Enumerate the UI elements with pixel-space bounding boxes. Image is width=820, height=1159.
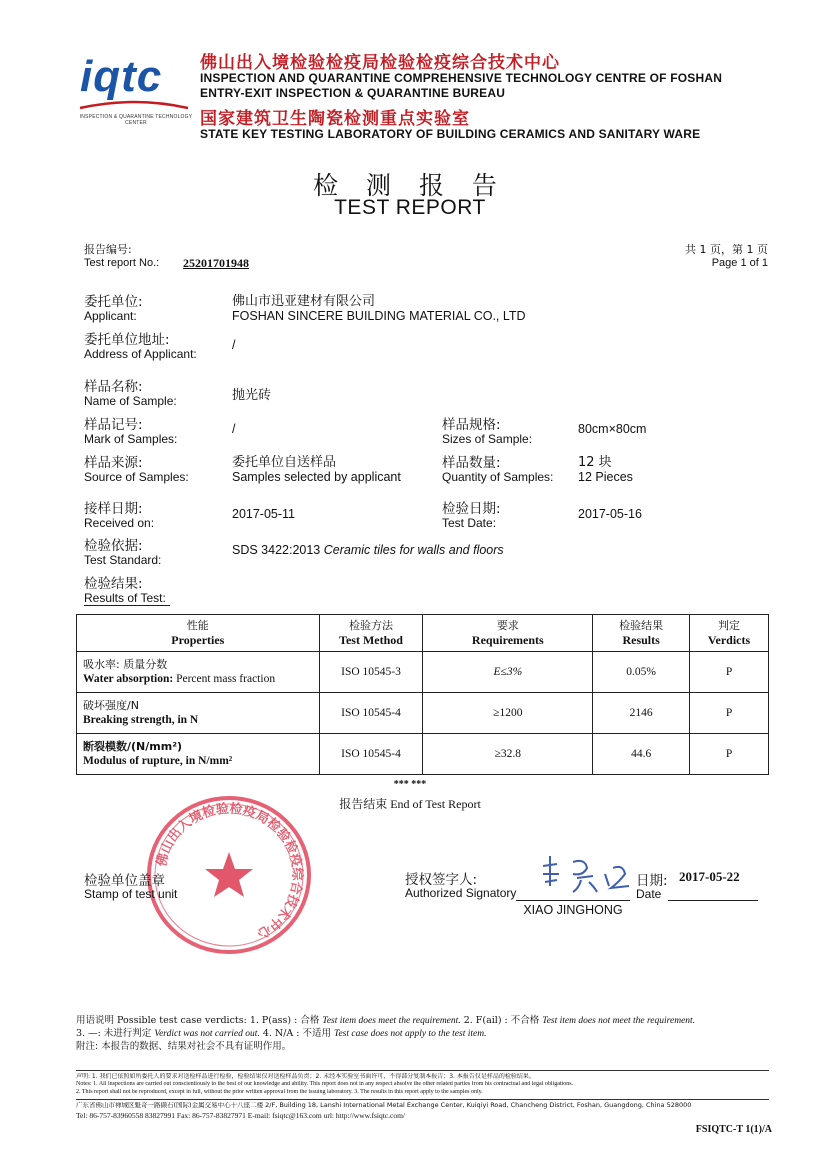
signatory-name: XIAO JINGHONG	[523, 903, 623, 917]
applicant-label-en: Applicant:	[84, 309, 137, 323]
received-label-en: Received on:	[84, 516, 155, 530]
footer-address: 广东省佛山市禅城区魁奇一路撷石(国际)金属交易中心十八座二楼 2/F, Building 18, Lanshi International Metal Exchange Center, Kuiqiyi Road, Chancheng District, Foshan, Guangdong, China 528000	[76, 1102, 692, 1109]
verdict-notes-line2: 3. —: 未进行判定 Verdict was not carried out. 4. N/A : 不适用 Test case does not apply to the test item.	[76, 1028, 487, 1039]
date-value: 2017-05-22	[679, 869, 740, 884]
notes-en-2: 2. This report shall not be reproduced, except in full, without the prior written approval from the issuing laboratory. 3. The results in this report apply to the samples only.	[76, 1089, 483, 1095]
results-label-cn: 检验结果:	[84, 576, 143, 592]
table-row	[77, 652, 769, 693]
col-header-verdicts: 判定 Verdicts	[690, 615, 769, 652]
row-verdict: P	[690, 652, 769, 693]
received-label-cn: 接样日期:	[84, 501, 143, 517]
lab-name-en: STATE KEY TESTING LABORATORY OF BUILDING CERAMICS AND SANITARY WARE	[200, 127, 701, 141]
quantity-label-en: Quantity of Samples:	[442, 470, 554, 484]
form-code: FSIQTC-T 1(1)/A	[695, 1124, 772, 1135]
signatory-line	[516, 900, 630, 901]
table-header-row	[77, 615, 769, 652]
applicant-label-cn: 委托单位:	[84, 294, 143, 310]
size-label-cn: 样品规格:	[442, 417, 501, 433]
row-method: ISO 10545-4	[319, 693, 423, 734]
results-table	[76, 614, 769, 775]
source-value-cn: 委托单位自送样品	[232, 455, 337, 470]
logo: iqtc	[80, 52, 163, 101]
address-label-en: Address of Applicant:	[84, 347, 197, 361]
row-requirement: E≤3%	[423, 652, 593, 693]
footer-divider	[76, 1070, 769, 1071]
row-property: 破坏强度/N Breaking strength, in N	[77, 693, 320, 734]
test-date-label-cn: 检验日期:	[442, 501, 501, 517]
address-label-cn: 委托单位地址:	[84, 332, 170, 348]
standard-label-cn: 检验依据:	[84, 538, 143, 554]
footer-contact: Tel: 86-757-83960558 83827991 Fax: 86-757-83827971 E-mail: fsiqtc@163.com url: http://www.fsiqtc.com/	[76, 1111, 405, 1120]
size-label-en: Sizes of Sample:	[442, 432, 533, 446]
col-header-results: 检验结果 Results	[593, 615, 690, 652]
stamp-label-cn: 检验单位盖章	[84, 873, 165, 889]
applicant-value-en: FOSHAN SINCERE BUILDING MATERIAL CO., LTD	[232, 309, 526, 323]
quantity-value-en: 12 Pieces	[578, 470, 633, 484]
stamp-ring-text: 佛山出入境检验检疫局检验检疫综合技术中心	[154, 801, 305, 941]
title-cn: 检 测 报 告	[313, 171, 507, 200]
notes-en-1: Notes: 1. All inspections are carried out conscientiously to the best of our knowledge and ability. This report does not in any respect absolve the other related parties from his contractual and legal obligations.	[76, 1081, 574, 1087]
test-date-value: 2017-05-16	[578, 507, 642, 521]
verdict-notes-line1: 用语说明 Possible test case verdicts: 1. P(ass) : 合格 Test item does meet the requirement. 2. F(ail) : 不合格 Test item does not meet the requirement.	[76, 1015, 696, 1026]
size-value: 80cm×80cm	[578, 422, 647, 436]
test-date-label-en: Test Date:	[442, 516, 497, 530]
quantity-value-cn: 12 块	[578, 455, 612, 470]
row-result: 44.6	[593, 734, 690, 775]
quantity-label-cn: 样品数量:	[442, 455, 501, 471]
stamp-label-en: Stamp of test unit	[84, 887, 178, 901]
report-no-value: 25201701948	[183, 256, 249, 270]
statement-cn: 声明: 1. 我们已依照如所委托人的要求对送检样品进行检验，检验结果仅对送检样品负责；2. 未经本实验室书面许可，不得部分复制本报告；3. 本报告仅是样品的检验结果。	[76, 1073, 535, 1080]
title-en: TEST REPORT	[334, 196, 486, 219]
source-value-en: Samples selected by applicant	[232, 470, 401, 484]
row-property: 断裂模数/(N/mm²) Modulus of rupture, in N/mm²	[77, 734, 320, 775]
table-row	[77, 693, 769, 734]
row-property: 吸水率: 质量分数 Water absorption: Percent mass fraction	[77, 652, 320, 693]
row-method: ISO 10545-3	[319, 652, 423, 693]
logo-subtitle: INSPECTION & QUARANTINE TECHNOLOGY CENTER	[79, 114, 193, 126]
col-header-method: 检验方法 Test Method	[319, 615, 423, 652]
sample-name-value: 抛光砖	[232, 388, 272, 403]
row-method: ISO 10545-4	[319, 734, 423, 775]
sample-name-label-cn: 样品名称:	[84, 379, 143, 395]
official-stamp-icon	[145, 794, 313, 956]
source-label-en: Source of Samples:	[84, 470, 189, 484]
logo-swoosh-icon	[78, 100, 190, 110]
row-requirement: ≥32.8	[423, 734, 593, 775]
signatory-label-en: Authorized Signatory	[405, 886, 517, 900]
end-of-report: 报告结束 End of Test Report	[339, 797, 481, 811]
org-name-en-1: INSPECTION AND QUARANTINE COMPREHENSIVE TECHNOLOGY CENTRE OF FOSHAN	[200, 71, 723, 85]
received-value: 2017-05-11	[232, 507, 296, 521]
row-result: 0.05%	[593, 652, 690, 693]
report-no-label-cn: 报告编号:	[84, 243, 132, 256]
col-header-properties: 性能 Properties	[77, 615, 320, 652]
remark-note: 附注: 本报告的数据、结果对社会不具有证明作用。	[76, 1041, 292, 1052]
org-name-cn: 佛山出入境检验检疫局检验检疫综合技术中心	[200, 53, 560, 73]
page-count-cn: 共 1 页，第 1 页	[685, 243, 768, 256]
row-verdict: P	[690, 734, 769, 775]
mark-label-cn: 样品记号:	[84, 417, 143, 433]
mark-value: /	[232, 422, 236, 436]
row-requirement: ≥1200	[423, 693, 593, 734]
row-verdict: P	[690, 693, 769, 734]
footer-divider	[76, 1099, 769, 1100]
standard-code: SDS 3422:2013	[232, 543, 321, 557]
date-label-en: Date	[636, 887, 662, 901]
page-count-en: Page 1 of 1	[711, 257, 768, 269]
applicant-value-cn: 佛山市迅亚建材有限公司	[232, 294, 376, 309]
row-result: 2146	[593, 693, 690, 734]
standard-label-en: Test Standard:	[84, 553, 162, 567]
signatory-label-cn: 授权签字人:	[405, 872, 478, 888]
col-header-requirements: 要求 Requirements	[423, 615, 593, 652]
date-line	[668, 900, 758, 901]
source-label-cn: 样品来源:	[84, 455, 143, 471]
end-stars: *** ***	[393, 779, 427, 790]
table-row	[77, 734, 769, 775]
sample-name-label-en: Name of Sample:	[84, 394, 177, 408]
date-label-cn: 日期:	[636, 873, 668, 889]
handwritten-signature-icon	[537, 852, 637, 896]
address-value: /	[232, 338, 236, 352]
standard-title: Ceramic tiles for walls and floors	[323, 543, 504, 557]
results-label-en: Results of Test:	[84, 591, 170, 606]
standard-value	[232, 543, 504, 557]
report-no-label-en: Test report No.:	[84, 257, 160, 269]
org-name-en-2: ENTRY-EXIT INSPECTION & QUARANTINE BUREAU	[200, 86, 506, 100]
mark-label-en: Mark of Samples:	[84, 432, 178, 446]
lab-name-cn: 国家建筑卫生陶瓷检测重点实验室	[200, 109, 470, 129]
